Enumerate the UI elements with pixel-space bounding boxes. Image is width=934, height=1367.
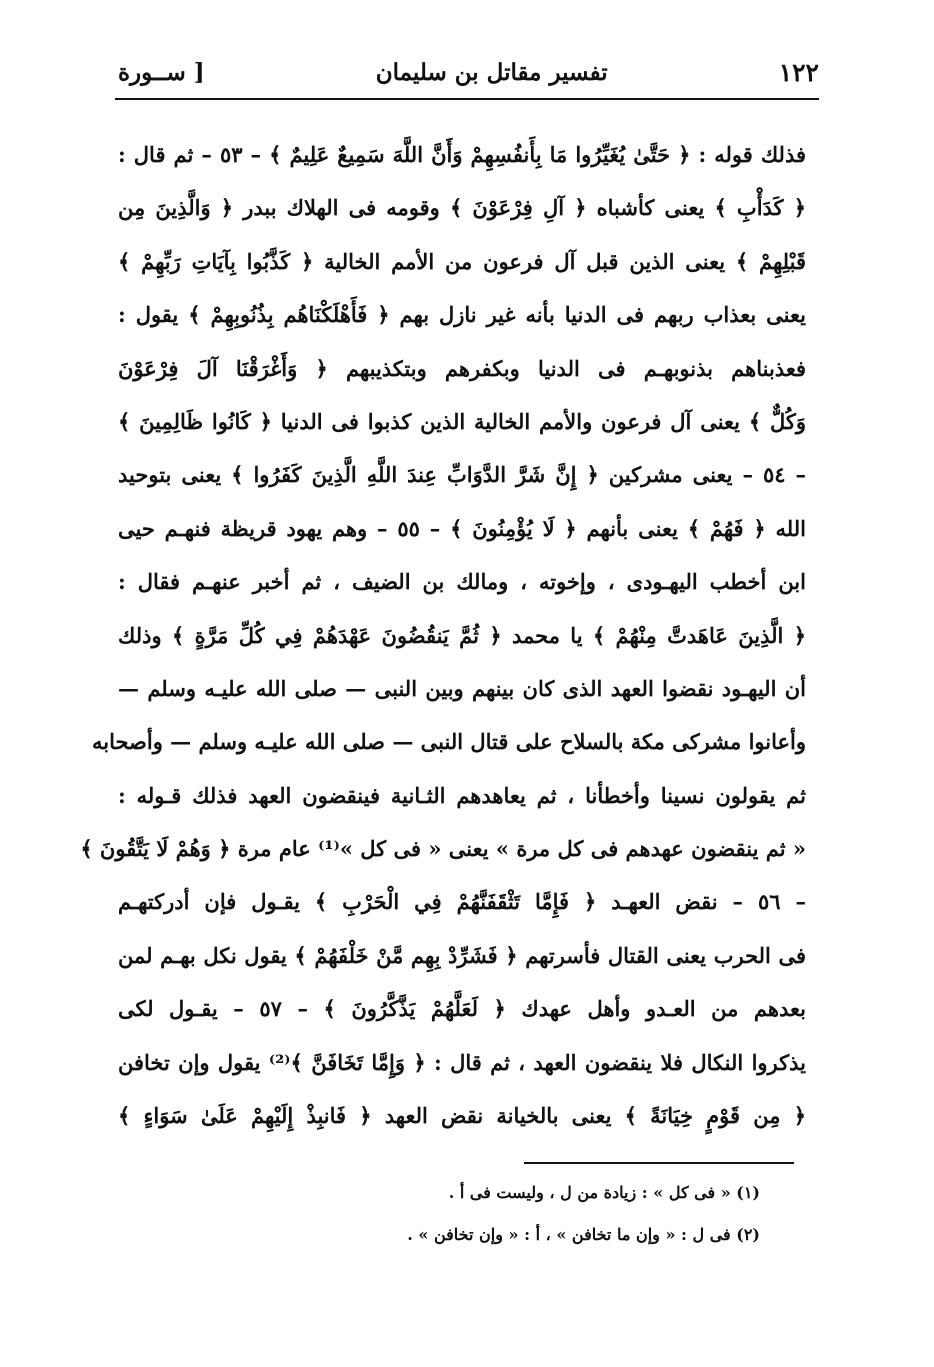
text-line: ﴿ كَدَأْبِ ﴾ يعنى كأشباه ﴿ آلِ فِرْعَوْنَ ﴾ وقومه فى الهلاك ببدر ﴿ وَالَّذِينَ مِن [118, 195, 806, 221]
text-line: بعدهم من العـدو وأهل عهدك ﴿ لَعَلَّهُمْ يَذَّكَّرُونَ ﴾ – ٥٧ – يقـول لكى [118, 996, 806, 1022]
surah-label: [ ســورة [118, 58, 205, 86]
text-line: – ٥٦ – نقض العهـد ﴿ فَإِمَّا تَثْقَفَنَّهُمْ فِي الْحَرْبِ ﴾ يقـول فإن أدركتهـم [118, 889, 806, 915]
text-line: فى الحرب يعنى القتال فأسرتهم ﴿ فَشَرِّدْ بِهِم مَّنْ خَلْفَهُمْ ﴾ يقول نكل بهـم لمن [118, 942, 806, 968]
text-line: الله ﴿ فَهُمْ ﴾ يعنى بأنهم ﴿ لَا يُؤْمِنُونَ ﴾ – ٥٥ – وهم يهود قريظة فنهـم حيى [118, 515, 806, 541]
text-line: وأعانوا مشركى مكة بالسلاح على قتال النبى — صلى الله عليـه وسلم — وأصحابه [91, 729, 806, 755]
text-line: يعنى بعذاب ربهم فى الدنيا بأنه غير نازل بهم ﴿ فَأَهْلَكْنَاهُم بِذُنُوبِهِمْ ﴾ يقول : [118, 302, 806, 328]
page-number: ١٢٢ [778, 57, 819, 87]
running-title: تفسير مقاتل بن سليمان [375, 58, 608, 86]
footnote-2: (٢) فى ل : « وإن ما تخافن » ، أ : « وإن تخافن » . [407, 1225, 760, 1244]
text-line: ثم يقولون نسينا وأخطأنا ، ثم يعاهدهم الثـانية فينقضون العهد فذلك قـوله : [118, 782, 806, 808]
text-line: وَكُلٌّ ﴾ يعنى آل فرعون والأمم الخالية الذين كذبوا فى الدنيا ﴿ كَانُوا ظَالِمِينَ ﴾ [118, 408, 806, 434]
text-line: ﴿ الَّذِينَ عَاهَدتَّ مِنْهُمْ ﴾ يا محمد ﴿ ثُمَّ يَنقُضُونَ عَهْدَهُمْ فِي كُلِّ مَرَّةٍ ﴾ وذلك [118, 622, 806, 648]
text-line: يذكروا النكال فلا ينقضون العهد ، ثم قال : ﴿ وَإِمَّا تَخَافَنَّ ﴾⁽²⁾ يقول وإن تخافن [118, 1049, 806, 1075]
main-text [80, 128, 807, 1142]
footnote-1: (١) « فى كل » : زيادة من ل ، وليست فى أ . [448, 1183, 760, 1202]
page-header [118, 52, 819, 92]
text-line: فذلك قوله : ﴿ حَتَّىٰ يُغَيِّرُوا مَا بِأَنفُسِهِمْ وَأَنَّ اللَّهَ سَمِيعٌ عَلِيمٌ ﴾ – ٥٣ – ثم قال : [118, 142, 807, 167]
header-rule [115, 98, 819, 100]
text-line: « ثم ينقضون عهدهم فى كل مرة » يعنى « فى كل »⁽¹⁾ عام مرة ﴿ وَهُمْ لَا يَتَّقُونَ ﴾ [80, 836, 806, 862]
text-line: فعذبناهم بذنوبهـم فى الدنيا وبكفرهم وبتكذيبهم ﴿ وَأَغْرَقْنَا آلَ فِرْعَوْنَ [118, 355, 806, 381]
text-line: أن اليهـود نقضوا العهد الذى كان بينهم وبين النبى — صلى الله عليـه وسلم — [118, 675, 806, 701]
text-line: – ٥٤ – يعنى مشركين ﴿ إِنَّ شَرَّ الدَّوَابِّ عِندَ اللَّهِ الَّذِينَ كَفَرُوا ﴾ يعنى بتوحيد [118, 462, 807, 488]
text-line: قَبْلِهِمْ ﴾ يعنى الذين قبل آل فرعون من الأمم الخالية ﴿ كَذَّبُوا بِآيَاتِ رَبِّهِمْ ﴾ [118, 248, 806, 274]
footnote-rule [524, 1162, 794, 1164]
text-line: ابن أخطب اليهـودى ، وإخوته ، ومالك بن الضيف ، ثم أخبر عنهـم فقال : [118, 569, 806, 595]
text-line: ﴿ مِن قَوْمٍ خِيَانَةً ﴾ يعنى بالخيانة نقض العهد ﴿ فَانبِذْ إِلَيْهِمْ عَلَىٰ سَوَاءٍ ﴾ [118, 1103, 806, 1129]
